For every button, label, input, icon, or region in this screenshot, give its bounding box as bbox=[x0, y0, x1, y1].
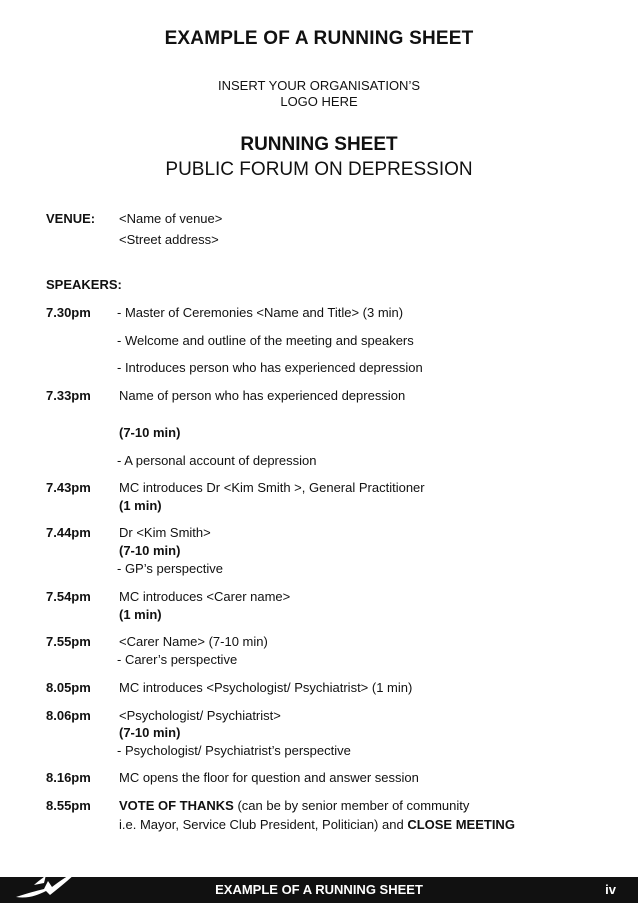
duration-text: (7-10 min) bbox=[119, 425, 181, 440]
venue-name: <Name of venue> bbox=[119, 211, 223, 226]
logo-placeholder-line2: LOGO HERE bbox=[280, 94, 358, 109]
vote-of-thanks-text: VOTE OF THANKS bbox=[119, 798, 234, 813]
time-label: 8.06pm bbox=[46, 708, 91, 723]
schedule-line: Name of person who has experienced depression bbox=[119, 388, 406, 403]
duration-text: (7-10 min) bbox=[119, 543, 181, 558]
time-label: 7.55pm bbox=[46, 634, 91, 649]
schedule-line: Dr <Kim Smith> bbox=[119, 525, 211, 540]
time-label: 8.16pm bbox=[46, 770, 91, 785]
time-label: 8.55pm bbox=[46, 798, 91, 813]
schedule-line: MC introduces Dr <Kim Smith >, General Practitioner bbox=[119, 480, 425, 495]
speakers-label: SPEAKERS: bbox=[46, 277, 122, 292]
time-label: 7.54pm bbox=[46, 589, 91, 604]
footer-bar bbox=[0, 877, 638, 903]
schedule-line: MC introduces <Psychologist/ Psychiatrist> (1 min) bbox=[119, 680, 413, 695]
venue-label: VENUE: bbox=[46, 211, 96, 226]
schedule-line: - Carer’s perspective bbox=[117, 652, 238, 667]
running-sheet-heading: RUNNING SHEET bbox=[240, 134, 398, 155]
time-label: 7.44pm bbox=[46, 525, 91, 540]
flourish-logo-icon bbox=[14, 867, 82, 903]
schedule-line: - GP’s perspective bbox=[117, 561, 223, 576]
schedule-line: - Introduces person who has experienced depression bbox=[117, 360, 423, 375]
time-label: 7.30pm bbox=[46, 305, 91, 320]
close-note: i.e. Mayor, Service Club President, Politician) and bbox=[119, 817, 408, 832]
close-meeting-text: CLOSE MEETING bbox=[407, 817, 515, 832]
schedule-line: <Carer Name> (7-10 min) bbox=[119, 634, 268, 649]
duration-text: (1 min) bbox=[119, 607, 162, 622]
schedule-line bbox=[119, 798, 469, 813]
vote-of-thanks-note: (can be by senior member of community bbox=[233, 798, 470, 813]
schedule-line: - Psychologist/ Psychiatrist’s perspective bbox=[117, 743, 351, 758]
time-label: 8.05pm bbox=[46, 680, 91, 695]
page-number: iv bbox=[605, 882, 616, 897]
duration-text: (7-10 min) bbox=[119, 725, 181, 740]
schedule-line: - A personal account of depression bbox=[117, 453, 317, 468]
venue-street: <Street address> bbox=[119, 232, 219, 247]
event-title: PUBLIC FORUM ON DEPRESSION bbox=[165, 159, 473, 180]
logo-placeholder-line1: INSERT YOUR ORGANISATION’S bbox=[217, 78, 421, 93]
schedule-line: - Welcome and outline of the meeting and speakers bbox=[117, 333, 414, 348]
page-title: EXAMPLE OF A RUNNING SHEET bbox=[164, 28, 474, 49]
schedule-line bbox=[119, 817, 515, 832]
schedule-line: - Master of Ceremonies <Name and Title> (3 min) bbox=[117, 305, 404, 320]
schedule-line: <Psychologist/ Psychiatrist> bbox=[119, 708, 281, 723]
duration-text: (1 min) bbox=[119, 498, 162, 513]
time-label: 7.43pm bbox=[46, 480, 91, 495]
schedule-line: MC opens the floor for question and answer session bbox=[119, 770, 419, 785]
schedule-line: MC introduces <Carer name> bbox=[119, 589, 291, 604]
time-label: 7.33pm bbox=[46, 388, 91, 403]
footer-title: EXAMPLE OF A RUNNING SHEET bbox=[215, 882, 423, 897]
